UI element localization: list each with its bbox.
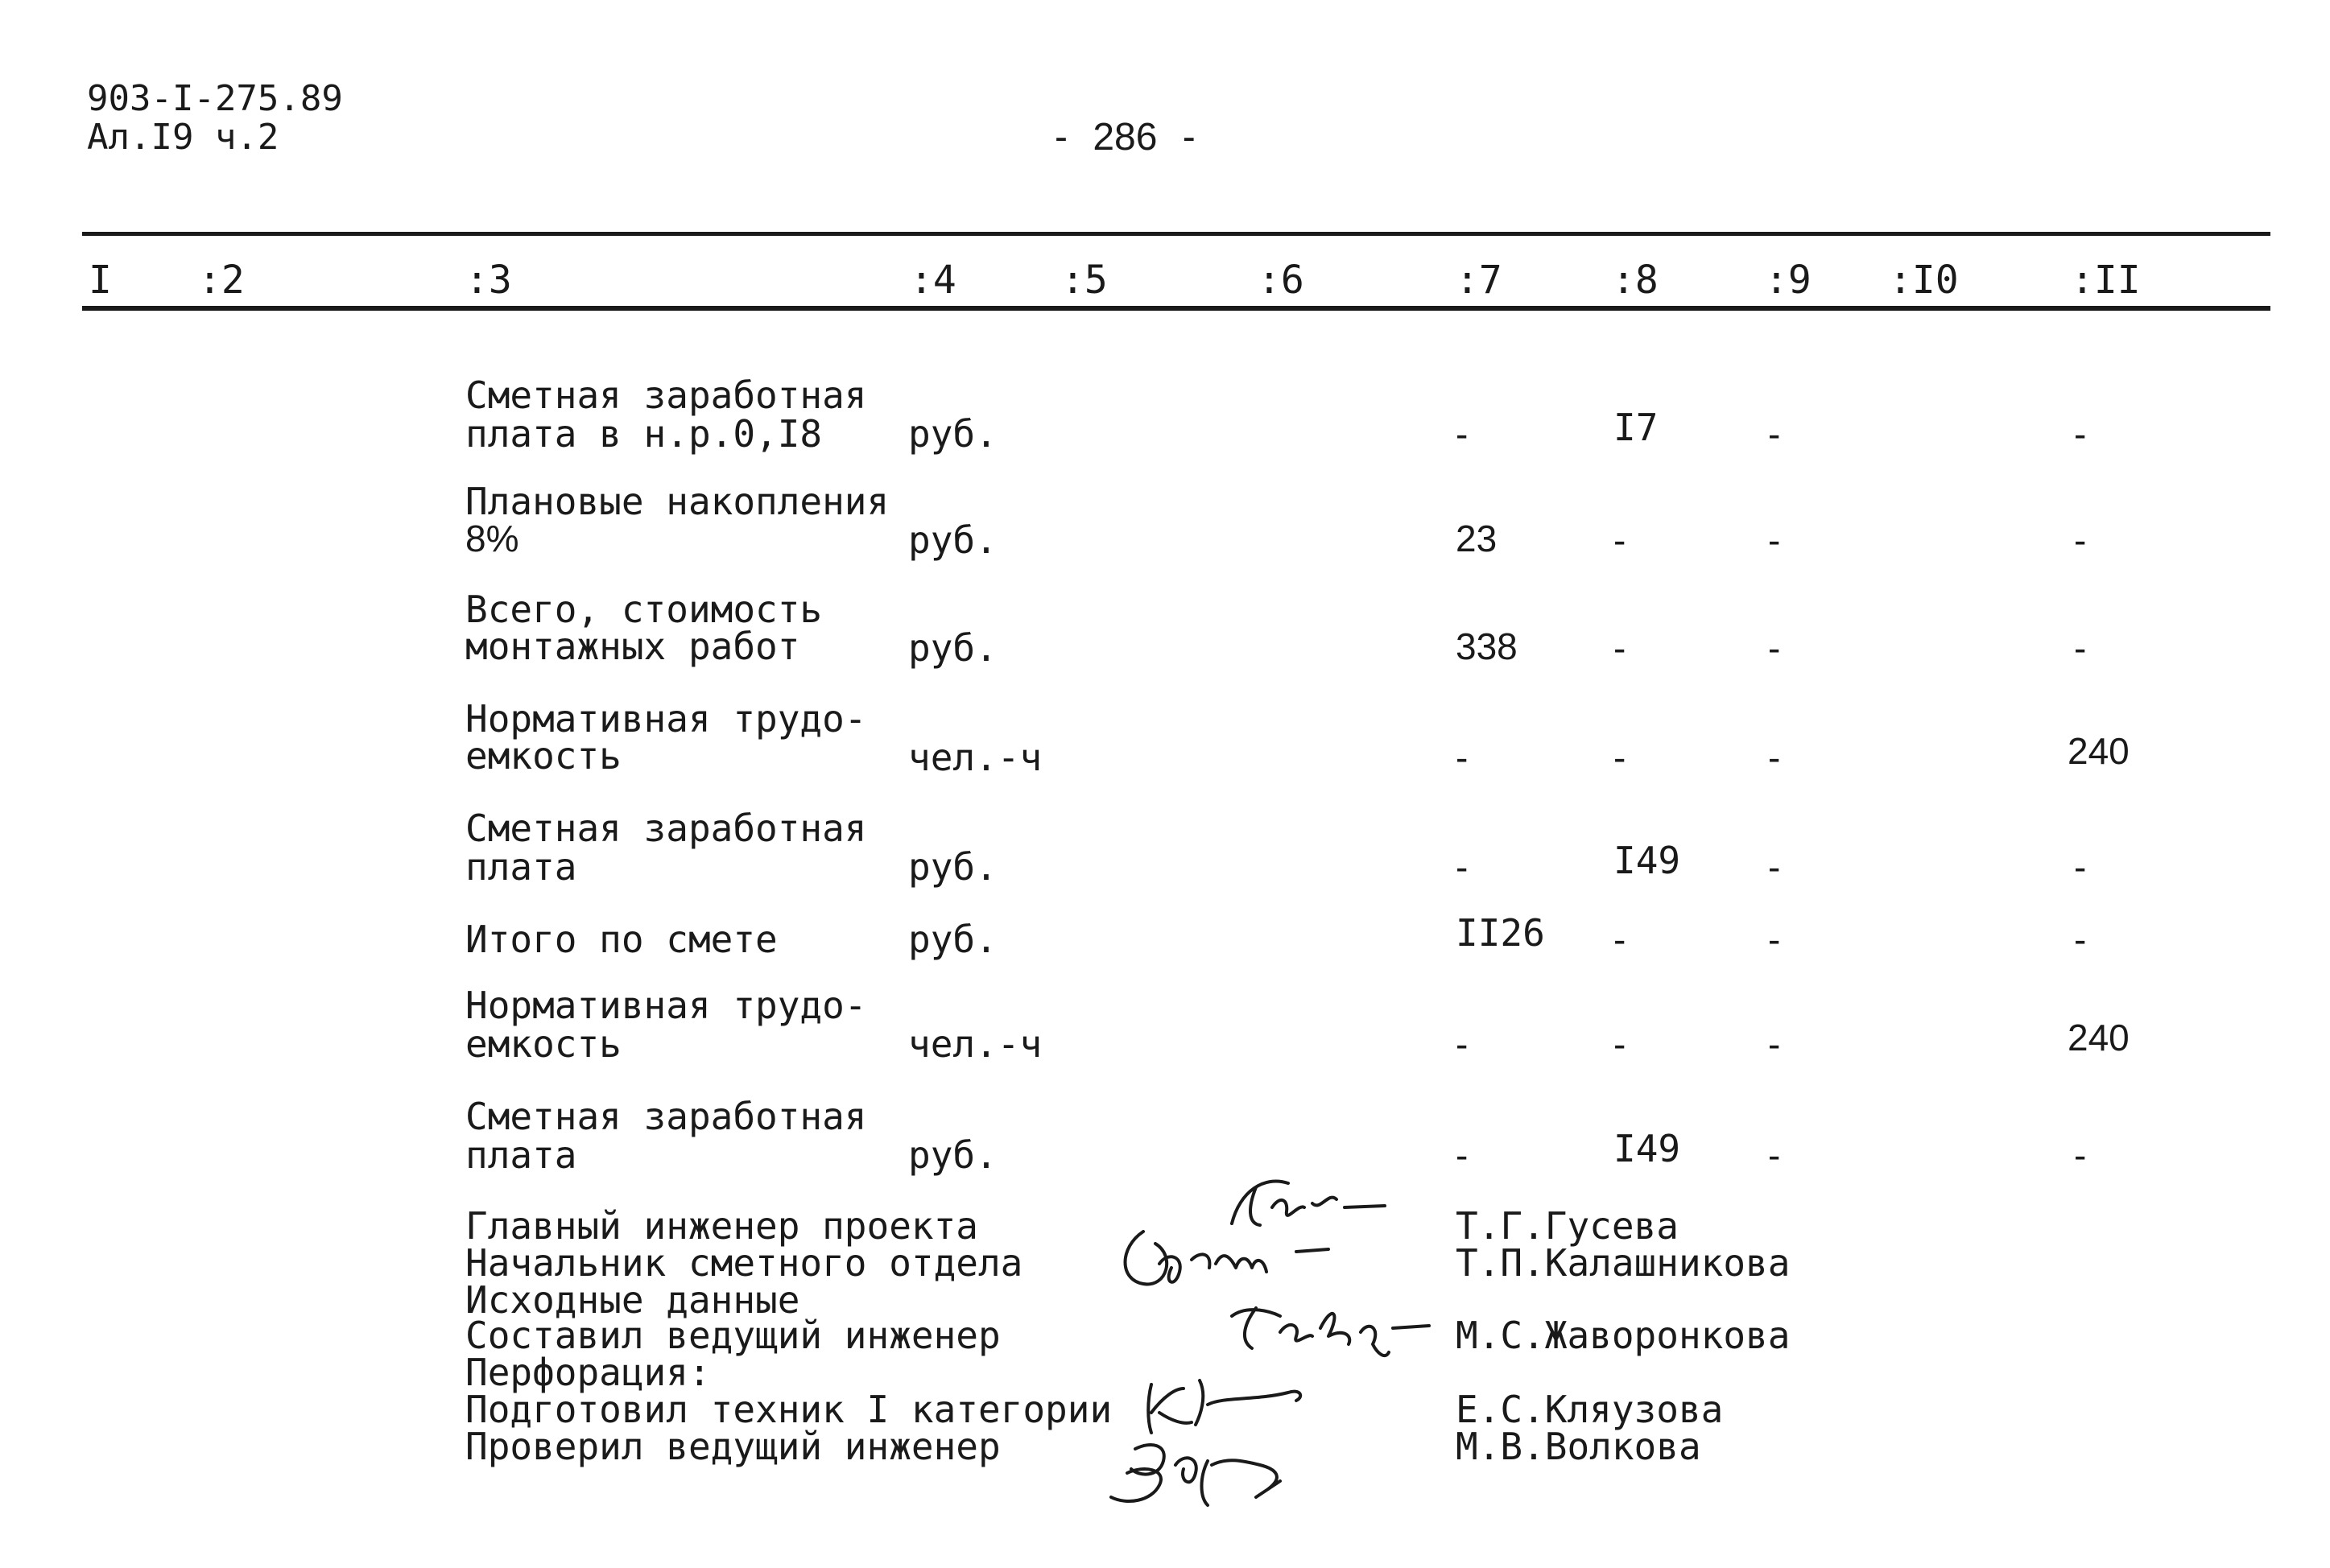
row-label: Нормативная трудо- — [465, 984, 867, 1027]
signer-name: Т.Г.Гусева — [1456, 1204, 1679, 1248]
cell-col11: - — [2074, 519, 2087, 561]
top-rule — [82, 232, 2270, 236]
row-label: Сметная заработная — [465, 807, 867, 850]
cell-col9: - — [1768, 627, 1781, 669]
cell-col9: - — [1768, 737, 1781, 778]
row-label: монтажных работ — [465, 625, 800, 668]
cell-col7: 338 — [1456, 625, 1518, 667]
row-unit: руб. — [908, 1133, 998, 1177]
column-header: :6 — [1258, 258, 1304, 303]
signature-label: Составил ведущий инженер — [465, 1314, 1001, 1357]
signer-name: Е.С.Кляузова — [1456, 1388, 1724, 1431]
cell-col7: 23 — [1456, 518, 1498, 559]
signature-label: Проверил ведущий инженер — [465, 1425, 1001, 1468]
row-unit: чел.-ч — [908, 736, 1043, 779]
table-row — [0, 373, 2330, 465]
cell-col7: - — [1456, 846, 1469, 888]
cell-col8: I49 — [1613, 839, 1681, 882]
cell-col7: - — [1456, 1134, 1469, 1176]
column-header: :5 — [1061, 258, 1108, 303]
handwritten-signature — [1071, 1425, 1312, 1513]
column-header: :I0 — [1889, 258, 1959, 303]
row-label: Плановые накопления — [465, 480, 890, 523]
cell-col8: - — [1613, 519, 1626, 561]
column-header: :2 — [198, 258, 245, 303]
signer-name: Т.П.Калашникова — [1456, 1241, 1791, 1285]
cell-col8: - — [1613, 1023, 1626, 1065]
column-header: I — [89, 258, 112, 303]
cell-col8: I7 — [1613, 406, 1659, 449]
signer-name: М.С.Жаворонкова — [1456, 1314, 1791, 1357]
signature-label: Подготовил техник I категории — [465, 1388, 1113, 1431]
row-unit: руб. — [908, 412, 998, 456]
table-row — [0, 1095, 2330, 1186]
cell-col11: 240 — [2068, 730, 2130, 772]
cell-col9: - — [1768, 519, 1781, 561]
handwritten-signature — [1224, 1296, 1449, 1360]
row-unit: руб. — [908, 918, 998, 961]
cell-col11: - — [2074, 846, 2087, 888]
cell-col11: - — [2074, 1134, 2087, 1176]
row-unit: чел.-ч — [908, 1022, 1043, 1066]
table-row — [0, 882, 2330, 971]
row-label: плата — [465, 1133, 577, 1177]
row-label: 8% — [465, 518, 519, 559]
column-header: :9 — [1765, 258, 1812, 303]
signature-label: Главный инженер проекта — [465, 1204, 978, 1248]
signature-label: Исходные данные — [465, 1278, 800, 1322]
cell-col7: - — [1456, 1023, 1469, 1065]
cell-col8: - — [1613, 737, 1626, 778]
table-row — [0, 588, 2330, 679]
cell-col7: II26 — [1456, 911, 1545, 955]
cell-col9: - — [1768, 1134, 1781, 1176]
row-label: плата в н.р.0,I8 — [465, 412, 823, 456]
cell-col11: 240 — [2068, 1017, 2130, 1058]
column-header: :4 — [910, 258, 956, 303]
handwritten-signature — [1111, 1215, 1353, 1296]
row-label: емкость — [465, 734, 622, 778]
column-header: :II — [2071, 258, 2141, 303]
cell-col8: - — [1613, 627, 1626, 669]
signature-label: Перфорация: — [465, 1351, 711, 1394]
cell-col11: - — [2074, 918, 2087, 960]
cell-col11: - — [2074, 627, 2087, 669]
cell-col7: - — [1456, 413, 1469, 455]
cell-col9: - — [1768, 846, 1781, 888]
row-label: Нормативная трудо- — [465, 697, 867, 741]
row-unit: руб. — [908, 518, 998, 562]
cell-col7: - — [1456, 737, 1469, 778]
table-row — [0, 480, 2330, 571]
cell-col9: - — [1768, 413, 1781, 455]
cell-col9: - — [1768, 918, 1781, 960]
header-bottom-rule — [82, 306, 2270, 311]
column-header: :7 — [1456, 258, 1502, 303]
row-unit: руб. — [908, 845, 998, 889]
page-number: - 286 - — [1055, 116, 1196, 159]
table-row — [0, 697, 2330, 789]
cell-col11: - — [2074, 413, 2087, 455]
column-header: :8 — [1612, 258, 1659, 303]
row-label: Всего, стоимость — [465, 588, 823, 631]
row-label: Сметная заработная — [465, 373, 867, 417]
cell-col8: - — [1613, 918, 1626, 960]
album-part: Ал.I9 ч.2 — [87, 117, 279, 158]
row-label: емкость — [465, 1022, 622, 1066]
signature-label: Начальник сметного отдела — [465, 1241, 1023, 1285]
column-header: :3 — [465, 258, 512, 303]
row-label: Сметная заработная — [465, 1095, 867, 1138]
cell-col9: - — [1768, 1023, 1781, 1065]
cell-col8: I49 — [1613, 1127, 1681, 1170]
signer-name: М.В.Волкова — [1456, 1425, 1701, 1468]
document-code: 903-I-275.89 — [87, 78, 343, 119]
row-label: плата — [465, 845, 577, 889]
row-label: Итого по смете — [465, 918, 778, 961]
table-row — [0, 984, 2330, 1075]
row-unit: руб. — [908, 626, 998, 670]
